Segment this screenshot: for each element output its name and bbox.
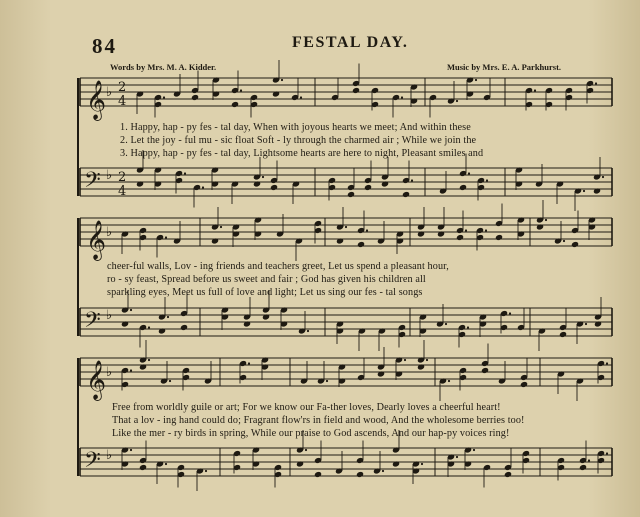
lyric-line-s3-v3: Like the mer - ry birds in spring, While our praise to God ascends, And our hap-py voices ring! <box>112 428 510 439</box>
time-signature-top: 2 <box>118 80 127 95</box>
notehead <box>356 471 364 478</box>
dot <box>448 380 450 382</box>
dot <box>465 229 467 231</box>
notehead <box>459 184 467 191</box>
dot <box>240 89 242 91</box>
hymn-title: FESTAL DAY. <box>292 34 409 51</box>
dot <box>248 362 250 364</box>
notehead <box>571 241 579 248</box>
notehead <box>158 327 166 334</box>
dot <box>468 172 470 174</box>
notehead <box>364 184 372 191</box>
dot <box>485 229 487 231</box>
notehead <box>593 187 601 194</box>
dot <box>307 330 309 332</box>
dot <box>202 186 204 188</box>
notehead <box>417 230 425 237</box>
notehead <box>211 237 219 244</box>
lyric-line-s3-v2: That a lov - ing hand could do; Fragrant flow'rs in field and wood, And the wholesome berries too! <box>112 415 525 426</box>
dot <box>205 470 207 472</box>
dot <box>366 229 368 231</box>
flat-key-signature-icon: ♭ <box>106 168 113 183</box>
notehead <box>495 234 503 241</box>
dot <box>563 240 565 242</box>
notehead <box>270 184 278 191</box>
dot <box>167 316 169 318</box>
flat-key-signature-icon: ♭ <box>106 225 113 240</box>
bass-clef-icon: 𝄢 <box>84 308 101 338</box>
treble-clef-icon: 𝄞 <box>86 80 107 120</box>
treble-clef-icon: 𝄞 <box>86 220 107 260</box>
treble-clef-icon: 𝄞 <box>86 360 107 400</box>
dot <box>602 176 604 178</box>
dot <box>169 380 171 382</box>
notehead <box>402 191 410 198</box>
notehead <box>136 180 144 187</box>
notehead <box>381 180 389 187</box>
flat-key-signature-icon: ♭ <box>106 365 113 380</box>
dot <box>262 176 264 178</box>
lyric-line-s1-v2: 2. Let the joy - ful mu - sic float Soft - ly through the charmed air ; While we join the <box>120 135 477 146</box>
notehead <box>262 313 270 320</box>
notehead <box>357 241 365 248</box>
dot <box>456 100 458 102</box>
dot <box>345 226 347 228</box>
time-signature-bottom: 4 <box>118 94 127 109</box>
lyric-line-s1-v3: 3. Happy, hap - py fes - tal day, Lightsome hearts are here to night, Pleasant smiles and <box>120 148 484 159</box>
dot <box>585 323 587 325</box>
dot <box>606 452 608 454</box>
dot <box>130 449 132 451</box>
dot <box>486 179 488 181</box>
dot <box>165 463 167 465</box>
notehead <box>231 101 239 108</box>
flat-key-signature-icon: ♭ <box>106 308 113 323</box>
dot <box>305 449 307 451</box>
notehead <box>347 191 355 198</box>
dot <box>148 326 150 328</box>
dot <box>445 323 447 325</box>
notehead <box>191 94 199 101</box>
dot <box>165 236 167 238</box>
dot <box>426 359 428 361</box>
notehead <box>437 230 445 237</box>
time-signature-bottom: 4 <box>118 184 127 199</box>
flat-key-signature-icon: ♭ <box>106 85 113 100</box>
dot <box>421 463 423 465</box>
notehead <box>121 320 129 327</box>
dot <box>411 179 413 181</box>
notehead <box>243 320 251 327</box>
dot <box>130 309 132 311</box>
notehead <box>594 320 602 327</box>
dot <box>382 470 384 472</box>
notehead <box>377 370 385 377</box>
notehead <box>352 87 360 94</box>
dot <box>595 82 597 84</box>
dot <box>534 89 536 91</box>
dot <box>456 456 458 458</box>
notehead <box>559 331 567 338</box>
notehead <box>272 90 280 97</box>
lyric-line-s2-v1: cheer-ful walls, Lov - ing friends and teachers greet, Let us spend a pleasant hour, <box>107 261 449 272</box>
dot <box>326 380 328 382</box>
notehead <box>504 471 512 478</box>
dot <box>473 449 475 451</box>
notehead <box>180 324 188 331</box>
notehead <box>456 234 464 241</box>
notehead <box>579 464 587 471</box>
notehead <box>253 180 261 187</box>
bass-clef-icon: 𝄢 <box>84 448 101 478</box>
notehead <box>520 381 528 388</box>
music-credit: Music by Mrs. E. A. Parkhurst. <box>447 62 562 72</box>
flat-key-signature-icon: ♭ <box>106 448 113 463</box>
dot <box>281 79 283 81</box>
bass-clef-icon: 𝄢 <box>84 168 101 198</box>
lyric-line-s2-v2: ro - sy feast, Spread before us sweet and fair ; God has given his children all <box>107 274 426 285</box>
dot <box>509 312 511 314</box>
dot <box>606 362 608 364</box>
dot <box>148 359 150 361</box>
notehead <box>481 367 489 374</box>
notehead <box>139 464 147 471</box>
dot <box>583 190 585 192</box>
dot <box>184 172 186 174</box>
dot <box>545 219 547 221</box>
words-credit: Words by Mrs. M. A. Kidder. <box>110 62 217 72</box>
notehead <box>536 223 544 230</box>
notehead <box>336 237 344 244</box>
dot <box>163 96 165 98</box>
dot <box>467 326 469 328</box>
lyric-line-s3-v1: Free from worldly guile or art; For we know our Fa-ther loves, Dearly loves a cheerful heart! <box>112 402 501 413</box>
dot <box>475 79 477 81</box>
notehead <box>296 460 304 467</box>
notehead <box>392 460 400 467</box>
dot <box>130 369 132 371</box>
lyric-line-s1-v1: 1. Happy, hap - py fes - tal day, When with joyous hearts we meet; And within these <box>120 122 471 133</box>
notehead <box>314 471 322 478</box>
dot <box>588 459 590 461</box>
page-number: 84 <box>92 34 117 58</box>
dot <box>300 96 302 98</box>
dot <box>404 359 406 361</box>
lyric-line-s2-v3: sparkling eyes, Meet us full of love and light; Let us sing our fes - tal songs <box>107 287 423 298</box>
notehead <box>417 363 425 370</box>
time-signature-top: 2 <box>118 170 127 185</box>
notehead <box>139 363 147 370</box>
dot <box>220 226 222 228</box>
dot <box>401 96 403 98</box>
